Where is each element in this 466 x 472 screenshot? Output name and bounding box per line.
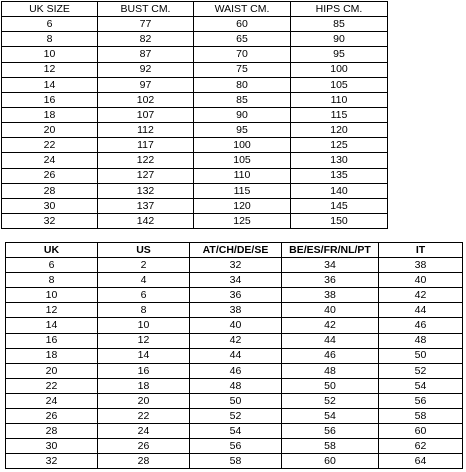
be-es-fr-nl-pt-cell: 52 [282,393,379,408]
waist-cell: 115 [194,183,291,198]
hips-cell: 135 [291,168,388,183]
uk-cell: 32 [6,454,98,469]
uk-size-cell: 12 [2,62,98,77]
at-ch-de-se-cell: 40 [190,318,282,333]
table-row [6,333,463,348]
uk-size-cell: 6 [2,17,98,32]
hips-cell: 145 [291,198,388,213]
us-cell: 12 [98,333,190,348]
uk-size-cell: 8 [2,32,98,47]
hips-cell: 115 [291,107,388,122]
at-ch-de-se-cell: 44 [190,348,282,363]
uk-cell: 26 [6,409,98,424]
it-cell: 52 [379,363,463,378]
bust-cell: 132 [98,183,194,198]
it-cell: 38 [379,258,463,273]
table-row [6,348,463,363]
uk-size-cell: 18 [2,107,98,122]
at-ch-de-se-cell: 32 [190,258,282,273]
table-row [6,288,463,303]
table-row [2,32,388,47]
table-row [2,153,388,168]
us-cell: 16 [98,363,190,378]
it-cell: 54 [379,378,463,393]
table-row [2,168,388,183]
be-es-fr-nl-pt-cell: 50 [282,378,379,393]
header-bust: BUST CM. [98,2,194,17]
hips-cell: 95 [291,47,388,62]
table-row [2,77,388,92]
table-row [6,409,463,424]
bust-cell: 137 [98,198,194,213]
uk-cell: 10 [6,288,98,303]
uk-cell: 30 [6,439,98,454]
waist-cell: 110 [194,168,291,183]
header-it: IT [379,243,463,258]
it-cell: 56 [379,393,463,408]
be-es-fr-nl-pt-cell: 38 [282,288,379,303]
at-ch-de-se-cell: 46 [190,363,282,378]
measurements-table-body [2,17,388,229]
waist-cell: 80 [194,77,291,92]
conversion-table [5,242,463,469]
at-ch-de-se-cell: 50 [190,393,282,408]
waist-cell: 70 [194,47,291,62]
it-cell: 44 [379,303,463,318]
table-row [6,363,463,378]
uk-cell: 22 [6,378,98,393]
hips-cell: 125 [291,138,388,153]
hips-cell: 105 [291,77,388,92]
be-es-fr-nl-pt-cell: 60 [282,454,379,469]
uk-cell: 24 [6,393,98,408]
uk-size-cell: 26 [2,168,98,183]
us-cell: 18 [98,378,190,393]
conversion-table-body [6,258,463,469]
be-es-fr-nl-pt-cell: 36 [282,273,379,288]
measurements-table [1,1,388,229]
uk-size-cell: 20 [2,123,98,138]
us-cell: 10 [98,318,190,333]
table-row [2,213,388,228]
table-row [2,62,388,77]
header-hips: HIPS CM. [291,2,388,17]
bust-cell: 77 [98,17,194,32]
table-row [2,138,388,153]
be-es-fr-nl-pt-cell: 56 [282,424,379,439]
at-ch-de-se-cell: 54 [190,424,282,439]
at-ch-de-se-cell: 56 [190,439,282,454]
uk-cell: 8 [6,273,98,288]
uk-size-cell: 24 [2,153,98,168]
at-ch-de-se-cell: 52 [190,409,282,424]
table-row [2,92,388,107]
bust-cell: 112 [98,123,194,138]
header-us: US [98,243,190,258]
be-es-fr-nl-pt-cell: 42 [282,318,379,333]
us-cell: 4 [98,273,190,288]
at-ch-de-se-cell: 36 [190,288,282,303]
us-cell: 24 [98,424,190,439]
us-cell: 6 [98,288,190,303]
bust-cell: 92 [98,62,194,77]
bust-cell: 87 [98,47,194,62]
it-cell: 62 [379,439,463,454]
us-cell: 20 [98,393,190,408]
be-es-fr-nl-pt-cell: 58 [282,439,379,454]
it-cell: 50 [379,348,463,363]
conversion-header-row [6,243,463,258]
table-row [6,318,463,333]
hips-cell: 100 [291,62,388,77]
at-ch-de-se-cell: 48 [190,378,282,393]
header-at-ch-de-se: AT/CH/DE/SE [190,243,282,258]
bust-cell: 117 [98,138,194,153]
it-cell: 40 [379,273,463,288]
table-row [6,258,463,273]
table-row [2,198,388,213]
be-es-fr-nl-pt-cell: 44 [282,333,379,348]
table-row [2,47,388,62]
at-ch-de-se-cell: 38 [190,303,282,318]
at-ch-de-se-cell: 42 [190,333,282,348]
be-es-fr-nl-pt-cell: 40 [282,303,379,318]
uk-cell: 16 [6,333,98,348]
measurements-header-row [2,2,388,17]
uk-cell: 20 [6,363,98,378]
be-es-fr-nl-pt-cell: 46 [282,348,379,363]
waist-cell: 120 [194,198,291,213]
header-be-es-fr-nl-pt: BE/ES/FR/NL/PT [282,243,379,258]
waist-cell: 60 [194,17,291,32]
it-cell: 46 [379,318,463,333]
table-row [6,454,463,469]
at-ch-de-se-cell: 34 [190,273,282,288]
uk-size-cell: 14 [2,77,98,92]
us-cell: 28 [98,454,190,469]
uk-cell: 6 [6,258,98,273]
bust-cell: 107 [98,107,194,122]
us-cell: 26 [98,439,190,454]
uk-size-cell: 32 [2,213,98,228]
uk-cell: 18 [6,348,98,363]
bust-cell: 82 [98,32,194,47]
waist-cell: 65 [194,32,291,47]
bust-cell: 127 [98,168,194,183]
bust-cell: 142 [98,213,194,228]
header-uk: UK [6,243,98,258]
header-uk-size: UK SIZE [2,2,98,17]
be-es-fr-nl-pt-cell: 54 [282,409,379,424]
waist-cell: 125 [194,213,291,228]
uk-cell: 14 [6,318,98,333]
uk-size-cell: 16 [2,92,98,107]
table-row [2,183,388,198]
us-cell: 22 [98,409,190,424]
hips-cell: 120 [291,123,388,138]
hips-cell: 110 [291,92,388,107]
uk-size-cell: 22 [2,138,98,153]
uk-size-cell: 30 [2,198,98,213]
table-row [2,123,388,138]
table-row [6,439,463,454]
bust-cell: 102 [98,92,194,107]
table-row [6,424,463,439]
waist-cell: 85 [194,92,291,107]
table-row [6,378,463,393]
hips-cell: 90 [291,32,388,47]
uk-cell: 28 [6,424,98,439]
it-cell: 64 [379,454,463,469]
us-cell: 2 [98,258,190,273]
table-row [6,273,463,288]
hips-cell: 150 [291,213,388,228]
it-cell: 48 [379,333,463,348]
hips-cell: 140 [291,183,388,198]
header-waist: WAIST CM. [194,2,291,17]
be-es-fr-nl-pt-cell: 34 [282,258,379,273]
it-cell: 60 [379,424,463,439]
at-ch-de-se-cell: 58 [190,454,282,469]
table-row [2,17,388,32]
table-row [6,393,463,408]
waist-cell: 75 [194,62,291,77]
uk-size-cell: 10 [2,47,98,62]
bust-cell: 122 [98,153,194,168]
us-cell: 14 [98,348,190,363]
bust-cell: 97 [98,77,194,92]
table-row [6,303,463,318]
waist-cell: 105 [194,153,291,168]
waist-cell: 100 [194,138,291,153]
hips-cell: 130 [291,153,388,168]
it-cell: 42 [379,288,463,303]
hips-cell: 85 [291,17,388,32]
be-es-fr-nl-pt-cell: 48 [282,363,379,378]
us-cell: 8 [98,303,190,318]
table-row [2,107,388,122]
uk-cell: 12 [6,303,98,318]
it-cell: 58 [379,409,463,424]
uk-size-cell: 28 [2,183,98,198]
waist-cell: 90 [194,107,291,122]
waist-cell: 95 [194,123,291,138]
